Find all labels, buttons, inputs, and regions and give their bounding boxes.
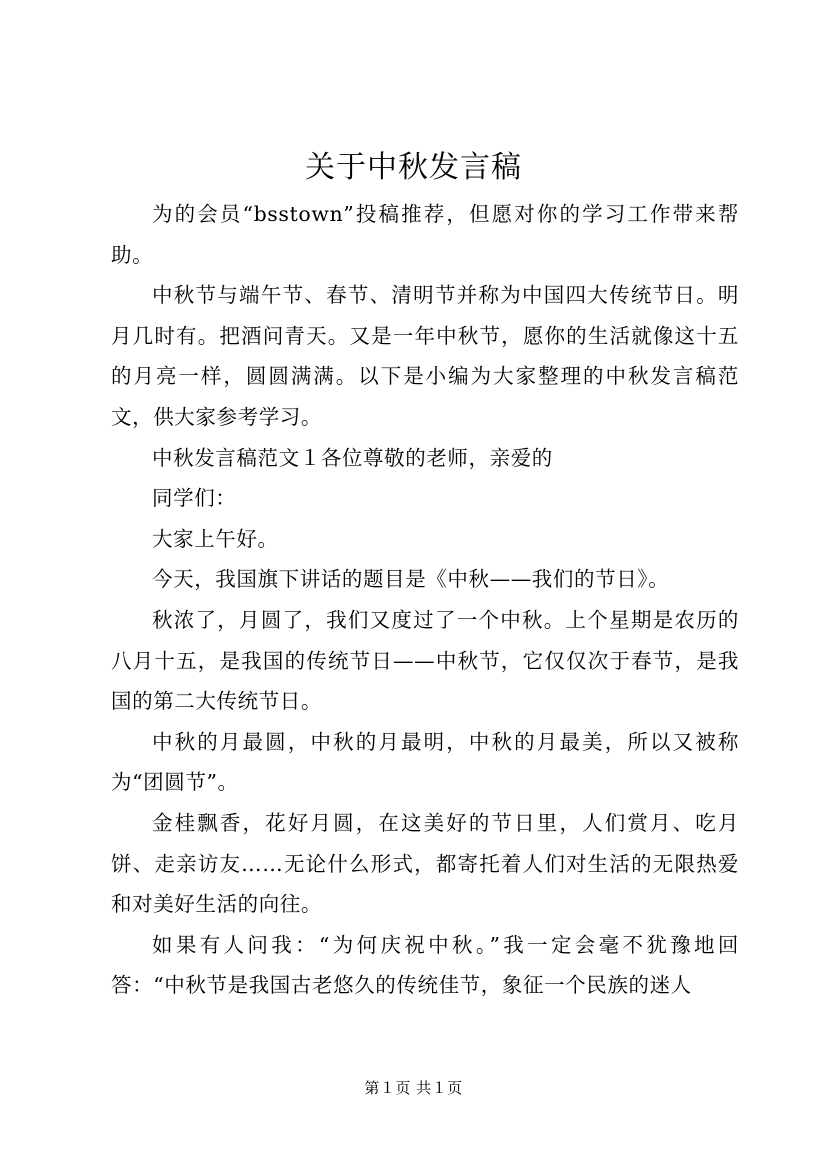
document-body — [111, 194, 739, 1006]
paragraph-osmanthus: 金桂飘香，花好月圆，在这美好的节日里，人们赏月、吃月饼、走亲访友……无论什么形式，都寄托着人们对生活的无限热爱和对美好生活的向往。 — [111, 810, 739, 917]
paragraph-speech-heading: 中秋发言稿范文１各位尊敬的老师，亲爱的 — [152, 445, 553, 470]
paragraph-moon: 中秋的月最圆，中秋的月最明，中秋的月最美，所以又被称为“团圆节”。 — [111, 729, 739, 795]
paragraph-salutation: 同学们： — [152, 486, 237, 511]
paragraph-greeting: 大家上午好。 — [152, 526, 279, 551]
paragraph-autumn: 秋浓了，月圆了，我们又度过了一个中秋。上个星期是农历的八月十五，是我国的传统节日——中秋节，它仅仅次于春节，是我国的第二大传统节日。 — [111, 607, 739, 714]
paragraph-intro: 为的会员“bsstown”投稿推荐，但愿对你的学习工作带来帮助。 — [111, 202, 739, 267]
page-footer: 第１页 共１页 — [364, 1079, 463, 1097]
paragraph-festival-overview: 中秋节与端午节、春节、清明节并称为中国四大传统节日。明月几时有。把酒问青天。又是一年中秋节，愿你的生活就像这十五的月亮一样，圆圆满满。以下是小编为大家整理的中秋发言稿范文，供大家参考学习。 — [111, 283, 739, 429]
page-title: 关于中秋发言稿 — [305, 150, 522, 185]
paragraph-why-celebrate: 如果有人问我：“为何庆祝中秋。”我一定会毫不犹豫地回答：“中秋节是我国古老悠久的传统佳节，象征一个民族的迷人 — [111, 932, 739, 998]
paragraph-topic: 今天，我国旗下讲话的题目是《中秋——我们的节日》。 — [152, 567, 670, 592]
